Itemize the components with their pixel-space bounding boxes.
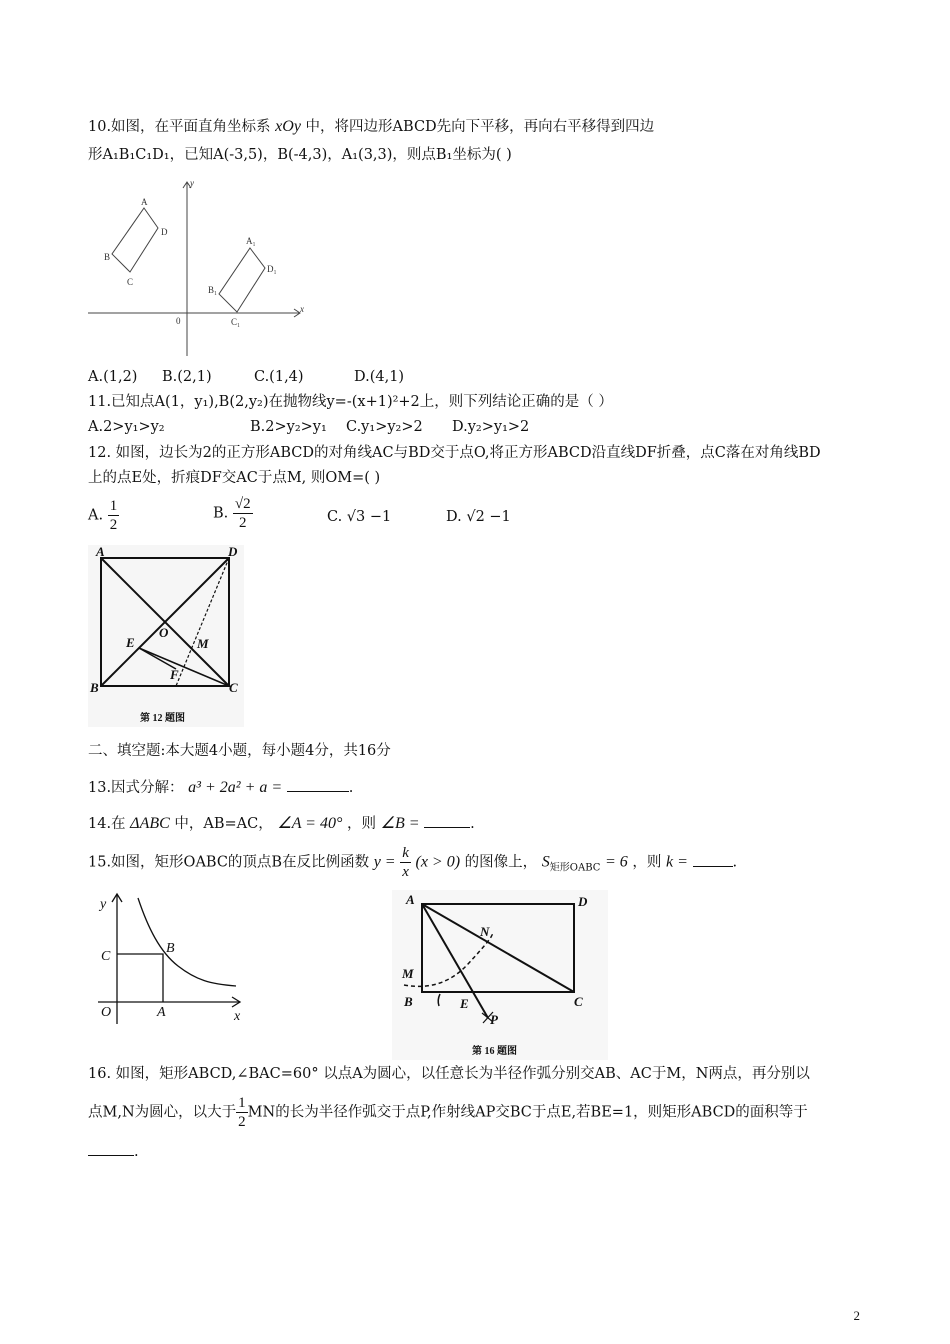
q15-func-num: k	[402, 845, 409, 861]
q10-line1	[88, 117, 654, 137]
q10-label-c: C	[127, 277, 134, 287]
q12-option-a-den: 2	[109, 517, 118, 533]
q10-option-c: C.(1,4)	[254, 369, 304, 385]
q14-line	[88, 814, 475, 834]
q16-figure	[392, 890, 608, 1060]
q12-option-b-num: √2	[234, 496, 251, 512]
q13-line	[88, 778, 353, 798]
q10-label-b: B	[104, 252, 111, 262]
q15-func-cond: (x > 0)	[415, 853, 461, 871]
q12-label-d: D	[228, 545, 238, 559]
q15-hyperbola	[138, 898, 236, 986]
q15-o-label: O	[101, 1005, 112, 1020]
q16-line1: 16. 如图，矩形ABCD,∠BAC=60° 以点A为圆心，以任意长为半径作弧分别交AB、AC于M，N两点，再分别以	[88, 1066, 810, 1082]
q10-label-a1: A₁	[246, 236, 256, 246]
q12-option-b-fraction	[233, 495, 253, 532]
q16-label-d: D	[578, 894, 588, 909]
q15-func-den: x	[402, 864, 409, 880]
q12-figure	[88, 545, 244, 727]
q13-text: 13.因式分解：	[88, 780, 184, 796]
q14-text-a: 14.在	[88, 816, 126, 832]
q12-option-a	[88, 497, 119, 534]
q10-label-b1: B₁	[208, 285, 218, 295]
q12-label-b: B	[90, 680, 99, 695]
q12-option-b	[213, 495, 253, 532]
q10-var-xoy: xOy	[275, 118, 301, 135]
q10-text-a: 10.如图，在平面直角坐标系	[88, 119, 271, 135]
q16-fraction	[236, 1094, 248, 1131]
q16-caption: 第 16 题图	[472, 1046, 517, 1057]
q10-y-label: y	[190, 178, 194, 188]
q16-line3	[88, 1142, 139, 1162]
q10-option-d: D.(4,1)	[354, 369, 405, 385]
q12-option-b-den: 2	[238, 515, 247, 531]
q13-answer-blank[interactable]	[287, 791, 349, 792]
q10-origin-label: 0	[176, 316, 181, 326]
q15-area-val: = 6	[605, 853, 628, 871]
q14-end: .	[470, 816, 475, 832]
q14-expr-a: ΔABC	[130, 815, 170, 832]
q14-text-c: ，则	[346, 816, 376, 832]
q15-k-expr: k =	[666, 853, 688, 871]
q16-figure-bg	[392, 890, 608, 1060]
q15-figure	[92, 890, 252, 1028]
q13-end: .	[348, 780, 354, 796]
q12-label-c: C	[229, 680, 238, 695]
q15-rectangle	[117, 954, 163, 1002]
q12-line1: 12. 如图，边长为2的正方形ABCD的对角线AC与BD交于点O,将正方形ABCD沿直线DF折叠，点C落在对角线BD	[88, 445, 821, 461]
q15-y-label: y	[100, 897, 107, 912]
q10-line2: 形A₁B₁C₁D₁，已知A(-3,5)，B(-4,3)，A₁(3,3)，则点B₁坐标为( )	[88, 147, 512, 163]
q12-label-m: M	[197, 636, 209, 651]
q16-line2-a: 点M,N为圆心，以大于	[88, 1104, 237, 1121]
q16-label-m: M	[402, 966, 414, 981]
q12-option-d: D. √2 −1	[446, 509, 511, 525]
q10-figure	[86, 174, 310, 358]
q15-func-lhs: y =	[373, 853, 396, 871]
q16-line2-b: MN的长为半径作弧交于点P,作射线AP交BC于点E,若BE=1，则矩形ABCD的面积等于	[247, 1104, 808, 1121]
q10-quad-abcd	[112, 208, 158, 272]
q11-option-c: C.y₁>y₂>2	[346, 419, 423, 435]
q12-label-f: F	[170, 667, 179, 682]
q11-option-b: B.2>y₂>y₁	[250, 419, 327, 435]
q15-end: .	[732, 854, 738, 871]
q12-label-o: O	[159, 625, 169, 640]
q12-option-b-prefix: B.	[213, 505, 229, 522]
q16-end: .	[134, 1144, 139, 1160]
q14-expr-b: ∠A = 40°	[277, 815, 343, 832]
q15-b-label: B	[166, 941, 175, 956]
q10-text-b: 中，将四边形ABCD先向下平移，再向右平移得到四边	[305, 119, 655, 135]
q14-expr-c: ∠B =	[380, 815, 420, 832]
q10-label-d: D	[161, 227, 168, 237]
q16-fraction-num: 1	[238, 1095, 246, 1111]
section2-title: 二、填空题:本大题4小题，每小题4分，共16分	[88, 743, 391, 759]
q16-label-n: N	[480, 924, 490, 939]
q15-c-label: C	[101, 949, 111, 964]
q16-line2	[88, 1094, 808, 1131]
q16-fraction-den: 2	[238, 1114, 246, 1130]
q12-line2: 上的点E处，折痕DF交AC于点M, 则OM=( )	[88, 470, 381, 486]
q11-text: 11.已知点A(1，y₁),B(2,y₂)在抛物线y=-(x+1)²+2上，则下列结论正确的是（ ）	[88, 394, 613, 410]
q14-text-b: 中，AB=AC，	[174, 816, 273, 832]
q10-label-a: A	[141, 197, 148, 207]
q15-x-label: x	[234, 1009, 241, 1024]
q12-option-a-num: 1	[109, 498, 118, 514]
q10-option-b: B.(2,1)	[162, 369, 212, 385]
q10-label-d1: D₁	[267, 264, 277, 274]
q11-option-d: D.y₂>y₁>2	[452, 419, 530, 435]
q12-label-a: A	[96, 545, 105, 559]
q10-option-a: A.(1,2)	[88, 369, 138, 385]
q16-label-b: B	[404, 994, 413, 1009]
q15-text-b: 的图像上，	[464, 854, 538, 871]
q12-label-e: E	[126, 635, 135, 650]
q12-option-a-prefix: A.	[88, 507, 104, 524]
q16-label-e: E	[460, 996, 469, 1011]
q15-answer-blank[interactable]	[693, 866, 733, 867]
q15-line	[88, 844, 737, 886]
q15-area-sub: 矩形OABC	[549, 862, 601, 874]
q10-quad-a1b1c1d1	[219, 248, 265, 312]
q10-x-label: x	[300, 304, 304, 314]
q16-label-p: P	[490, 1012, 498, 1027]
q12-caption: 第 12 题图	[140, 713, 185, 724]
q12-option-a-fraction	[108, 497, 120, 534]
q15-a-label: A	[157, 1005, 166, 1020]
q12-option-c: C. √3 −1	[327, 509, 392, 525]
q15-text-c: ，则	[632, 854, 662, 871]
q15-func-fraction	[400, 844, 411, 881]
q16-label-a: A	[406, 892, 415, 907]
q16-label-c: C	[574, 994, 583, 1009]
q16-answer-blank[interactable]	[88, 1155, 134, 1156]
q13-expr: a³ + 2a² + a =	[188, 779, 283, 796]
q11-option-a: A.2>y₁>y₂	[88, 419, 165, 435]
q15-text-a: 15.如图，矩形OABC的顶点B在反比例函数	[88, 854, 370, 871]
page-number: 2	[853, 1308, 860, 1323]
q14-answer-blank[interactable]	[424, 827, 470, 828]
q15-area-s: S	[541, 853, 550, 871]
q10-label-c1: C₁	[231, 317, 241, 327]
